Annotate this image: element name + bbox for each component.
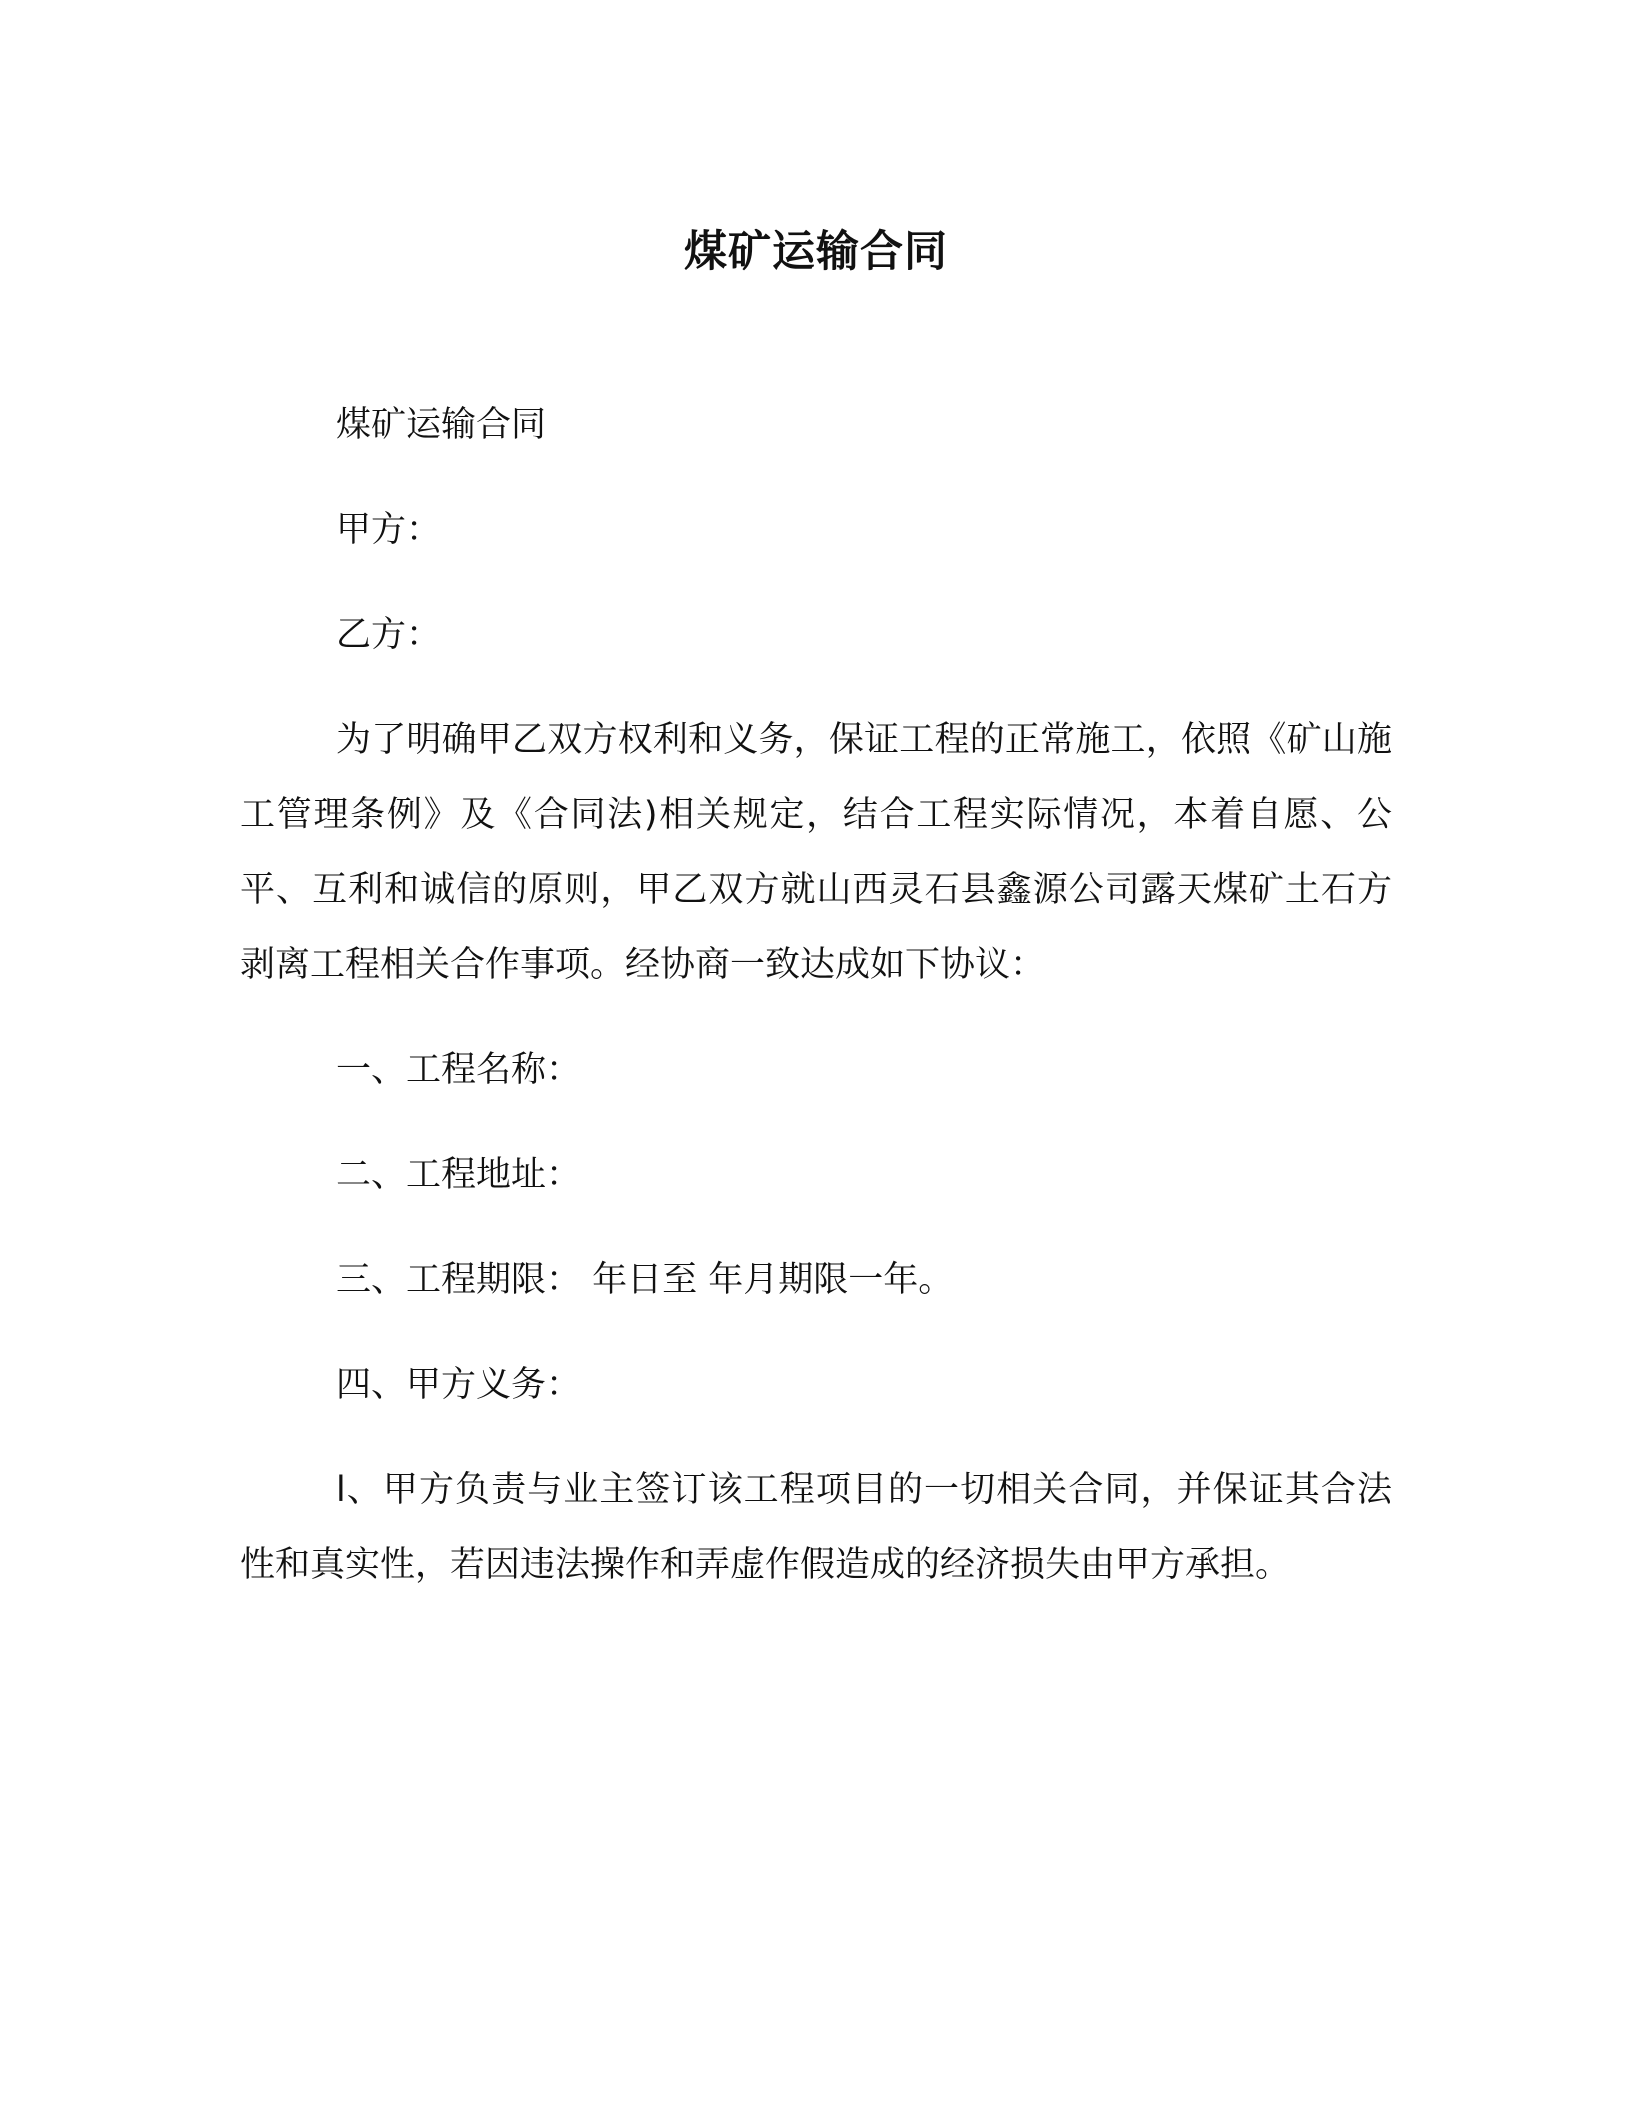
party-b-line: 乙方： — [336, 615, 442, 655]
project-term-line: 三、工程期限： 年日至 年月期限一年。 — [336, 1260, 954, 1300]
document-body — [240, 388, 1392, 1633]
document-title: 煤矿运输合同 — [684, 227, 948, 277]
party-a-line: 甲方： — [336, 510, 442, 550]
preamble-paragraph: 为了明确甲乙双方权利和义务，保证工程的正常施工，依照《矿山施工管理条例》及《合同法)相关规定，结合工程实际情况，本着自愿、公平、互利和诚信的原则，甲乙双方就山西灵石县鑫源公司露天煤矿土石方剥离工程相关合作事项。经协商一致达成如下协议： — [240, 720, 1392, 985]
party-a-obligations-heading: 四、甲方义务： — [336, 1365, 582, 1405]
obligation-item-1: l、甲方负责与业主签订该工程项目的一切相关合同，并保证其合法性和真实性，若因违法操作和弄虚作假造成的经济损失由甲方承担。 — [240, 1470, 1392, 1585]
project-name-line: 一、工程名称： — [336, 1050, 582, 1090]
contract-heading: 煤矿运输合同 — [336, 405, 547, 445]
project-address-line: 二、工程地址： — [336, 1155, 582, 1195]
